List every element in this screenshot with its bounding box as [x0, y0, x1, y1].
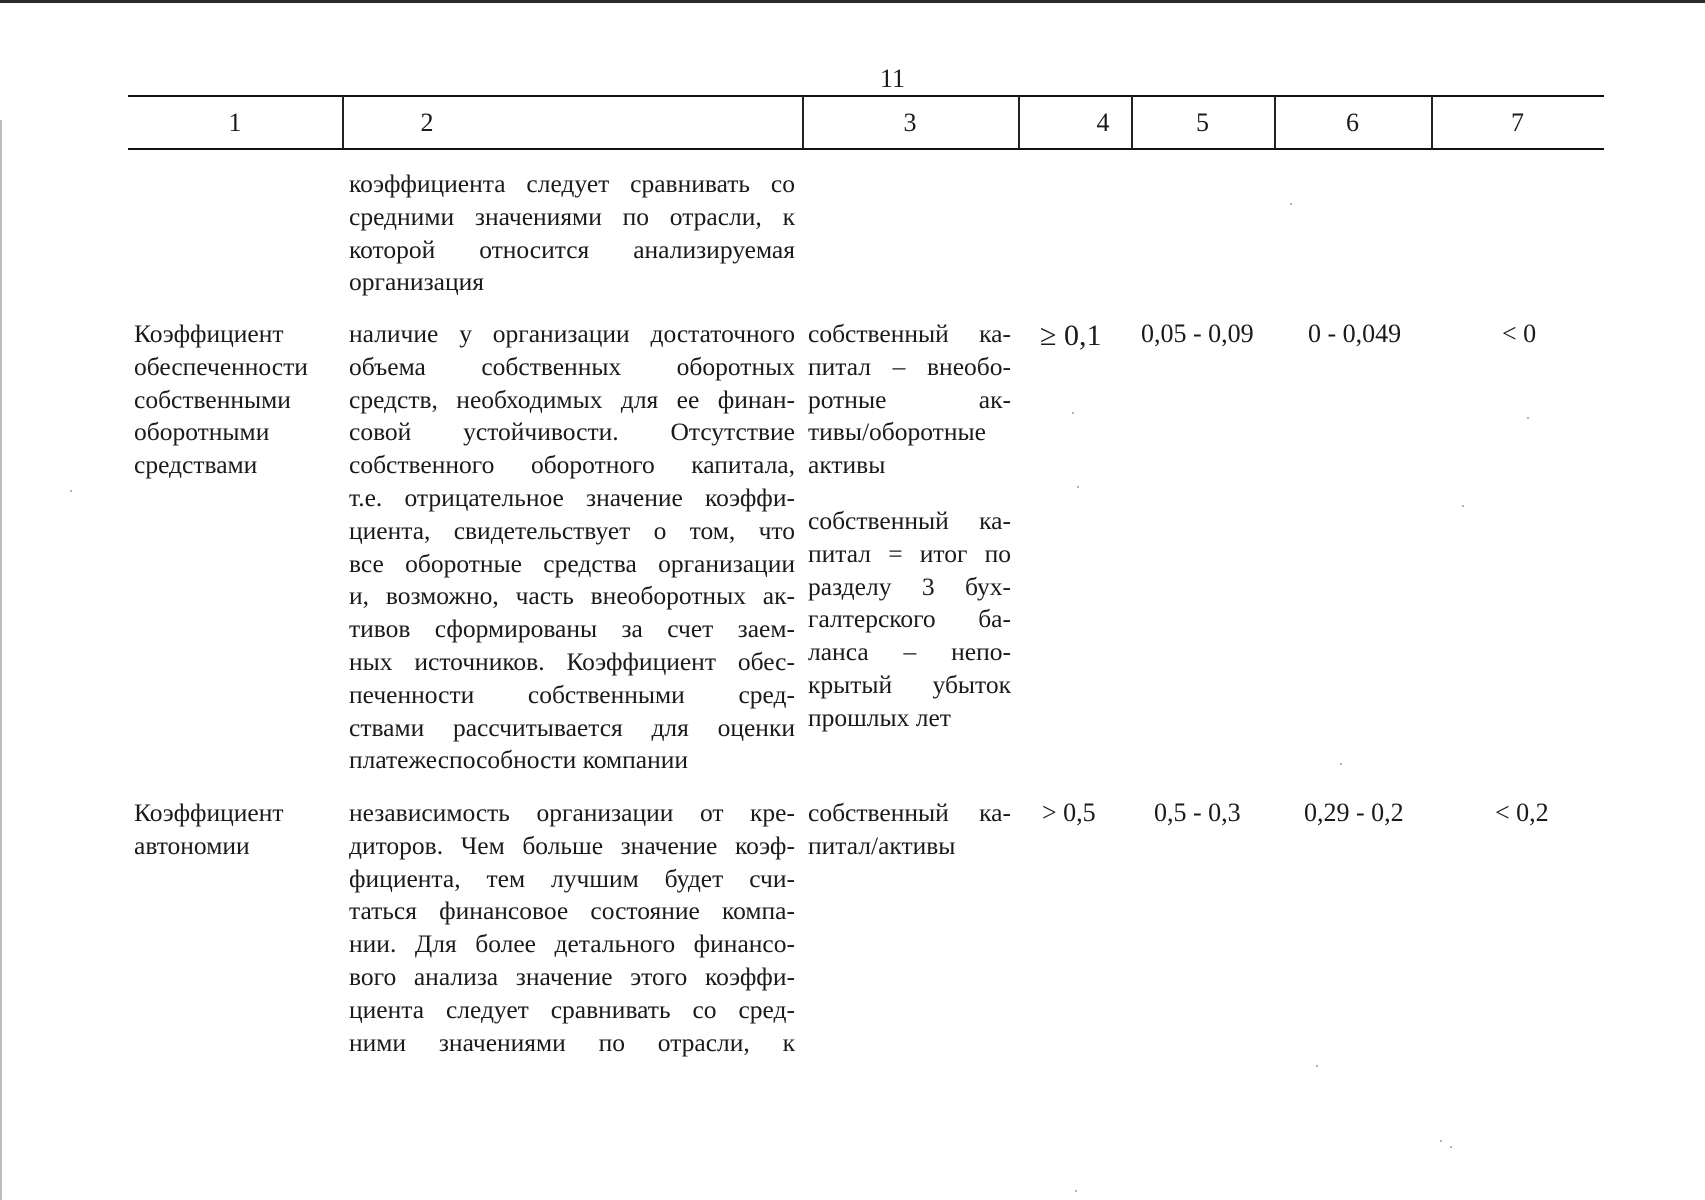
- row-1-formula: [808, 318, 1011, 482]
- text-line: ствами рассчитывается для оценки: [349, 712, 795, 742]
- text-line: собственными: [134, 384, 291, 414]
- text-line: коэффициента следует сравнивать со: [349, 169, 795, 198]
- row-2-threshold-col7: < 0,2: [1495, 798, 1549, 827]
- text-line: галтерского ба-: [808, 604, 1011, 634]
- text-line: питал/активы: [808, 830, 956, 860]
- row-1-threshold-col5: 0,05 - 0,09: [1141, 319, 1254, 348]
- text-line: совой устойчивости. Отсутствие: [349, 417, 795, 447]
- scan-speck: [1290, 203, 1292, 205]
- text-line: оборотными: [134, 417, 270, 447]
- text-line: диторов. Чем больше значение коэф-: [349, 830, 795, 860]
- text-line: собственный ка-: [808, 319, 1011, 348]
- text-line: собственный ка-: [808, 798, 1011, 827]
- scan-speck: [1077, 486, 1079, 488]
- text-line: организация: [349, 267, 484, 297]
- row-1-formula-note: [808, 505, 1011, 735]
- column-number-5: 5: [1196, 108, 1209, 137]
- text-line: питал = итог по: [808, 538, 1011, 568]
- text-line: которой относится анализируемая: [349, 234, 795, 264]
- text-line: ных источников. Коэффициент обес-: [349, 646, 795, 676]
- text-line: средств, необходимых для ее финан-: [349, 384, 795, 414]
- text-line: Коэффициент: [134, 319, 284, 348]
- text-line: платежеспособности компании: [349, 745, 689, 775]
- text-line: ними значениями по отрасли, к: [349, 1027, 795, 1057]
- scan-speck: [1450, 1146, 1452, 1148]
- text-line: вого анализа значение этого коэффи-: [349, 961, 795, 991]
- text-line: питал – внеобо-: [808, 351, 1011, 381]
- text-line: средними значениями по отрасли, к: [349, 201, 795, 231]
- text-line: автономии: [134, 830, 250, 860]
- text-line: т.е. отрицательное значение коэффи-: [349, 482, 795, 512]
- page-number: 11: [880, 64, 906, 93]
- text-line: наличие у организации достаточного: [349, 319, 795, 348]
- scan-border-top: [0, 0, 1705, 3]
- text-line: средствами: [134, 450, 258, 480]
- text-line: печенности собственными сред-: [349, 679, 795, 709]
- scan-speck: [1316, 1065, 1318, 1067]
- column-number-7: 7: [1511, 108, 1524, 137]
- text-line: фициента, тем лучшим будет счи-: [349, 863, 795, 893]
- scan-border-left: [0, 120, 2, 1200]
- scan-speck: [1462, 505, 1464, 507]
- column-number-2: 2: [420, 108, 434, 137]
- text-line: объема собственных оборотных: [349, 351, 795, 381]
- scan-speck: [70, 490, 72, 492]
- text-line: таться финансовое состояние компа-: [349, 896, 795, 926]
- text-line: активы: [808, 450, 886, 480]
- table-header-top-rule: [128, 95, 1604, 97]
- table-header-bottom-rule: [128, 148, 1604, 150]
- row-1-indicator-name: [134, 318, 339, 482]
- row-2-indicator-name: [134, 797, 339, 863]
- row-2-threshold-col6: 0,29 - 0,2: [1304, 798, 1404, 827]
- column-divider: [1018, 96, 1020, 149]
- scan-speck: [1440, 1140, 1442, 1142]
- row-2-threshold-col5: 0,5 - 0,3: [1154, 798, 1241, 827]
- text-line: тивов сформированы за счет заем-: [349, 614, 795, 644]
- text-line: независимость организации от кре-: [349, 798, 795, 827]
- scan-speck: [1527, 417, 1529, 419]
- column-number-6: 6: [1346, 108, 1359, 137]
- column-number-1: 1: [228, 108, 242, 137]
- text-line: циента следует сравнивать со сред-: [349, 994, 795, 1024]
- text-line: собственный ка-: [808, 506, 1011, 535]
- text-line: крытый убыток: [808, 669, 1011, 699]
- continuation-description: [349, 168, 795, 299]
- column-number-3: 3: [903, 108, 917, 137]
- text-line: ротные ак-: [808, 384, 1011, 414]
- scan-speck: [1072, 412, 1074, 414]
- scan-speck: [1340, 763, 1342, 765]
- row-2-threshold-col4: > 0,5: [1042, 798, 1096, 827]
- text-line: разделу 3 бух-: [808, 571, 1011, 601]
- column-number-4: 4: [1096, 108, 1110, 137]
- row-1-threshold-col7: < 0: [1502, 319, 1537, 348]
- text-line: ланса – непо-: [808, 637, 1011, 667]
- row-1-threshold-col4: ≥ 0,1: [1040, 319, 1102, 352]
- text-line: циента, свидетельствует о том, что: [349, 515, 795, 545]
- text-line: все оборотные средства организации: [349, 548, 795, 578]
- row-2-description: [349, 797, 795, 1059]
- text-line: Коэффициент: [134, 798, 284, 827]
- scan-speck: [1075, 1190, 1077, 1192]
- text-line: обеспеченности: [134, 351, 308, 381]
- row-2-formula: [808, 797, 1011, 863]
- text-line: нии. Для более детального финансо-: [349, 929, 795, 959]
- row-1-description: [349, 318, 795, 777]
- text-line: тивы/оборотные: [808, 417, 986, 447]
- text-line: собственного оборотного капитала,: [349, 450, 795, 480]
- text-line: прошлых лет: [808, 702, 951, 732]
- row-1-threshold-col6: 0 - 0,049: [1308, 319, 1402, 348]
- text-line: и, возможно, часть внеоборотных ак-: [349, 581, 795, 611]
